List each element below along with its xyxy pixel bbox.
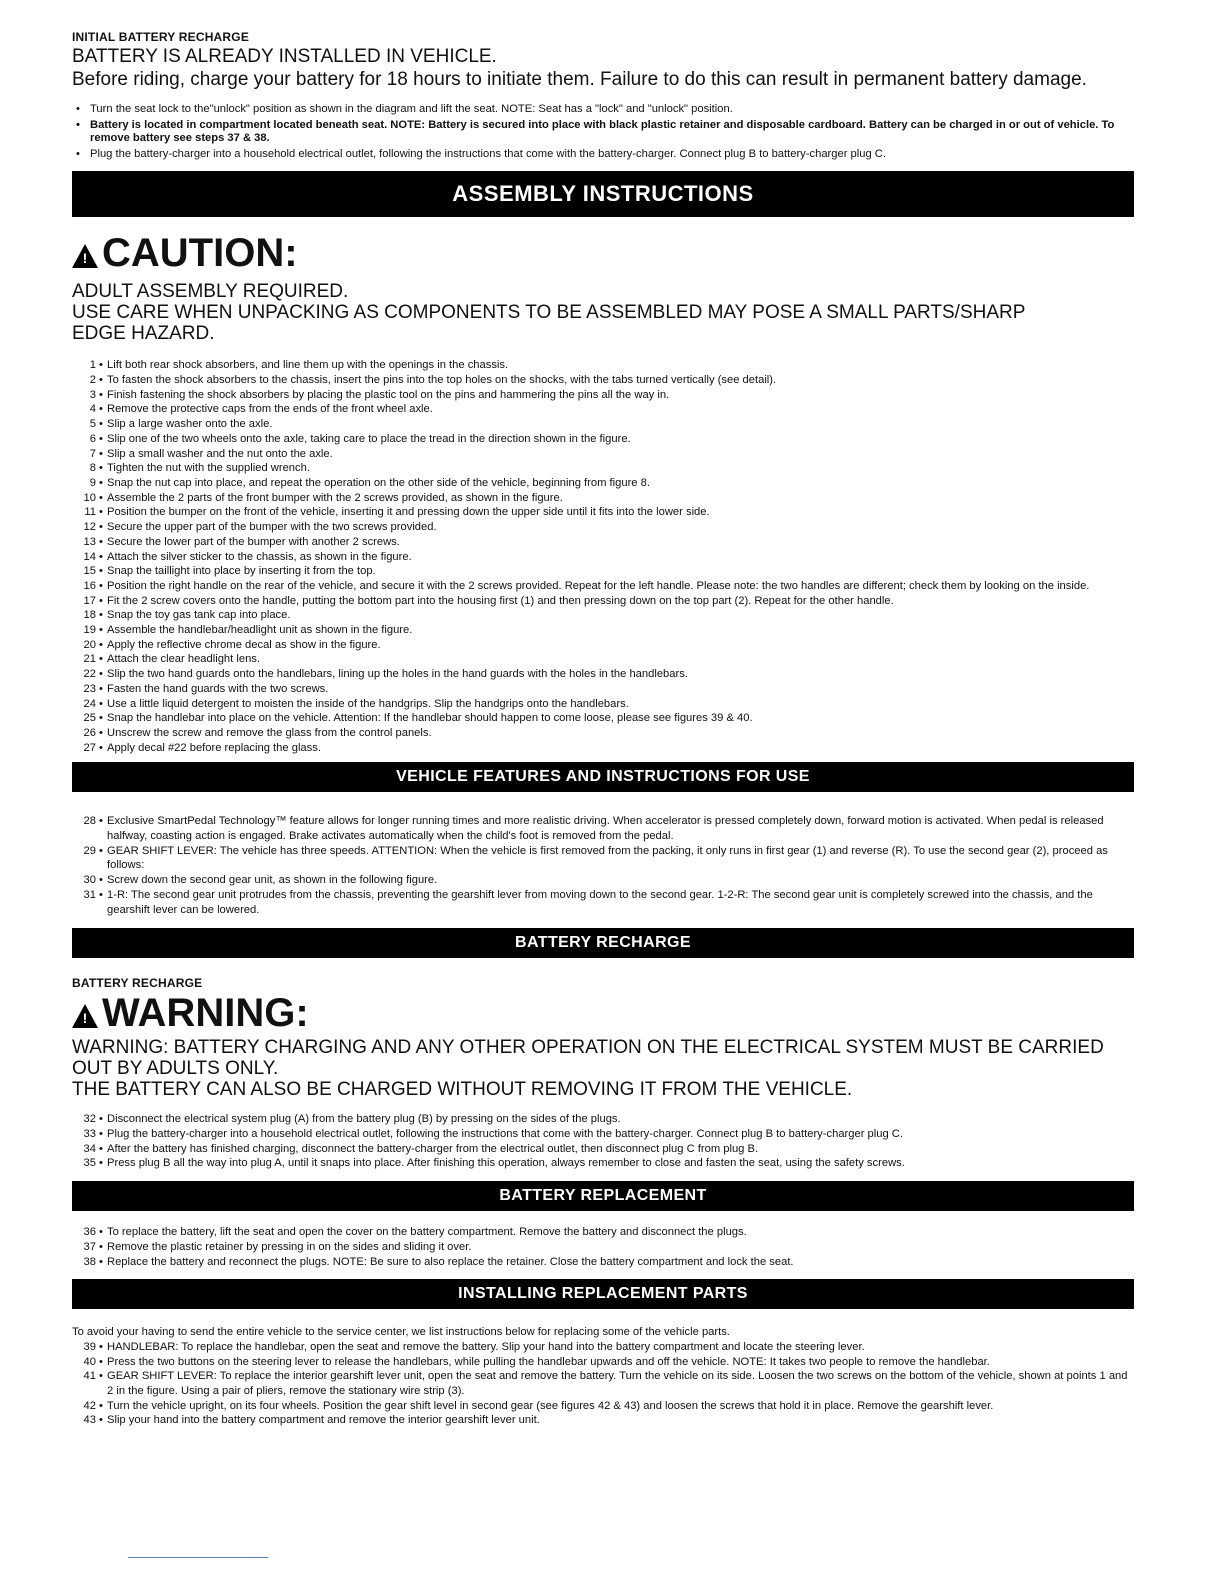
step-item [72,579,1134,594]
caution-title-text: CAUTION: [102,231,298,276]
warning-triangle-icon: ! [72,244,98,268]
step-item [72,491,1134,506]
step-item [72,697,1134,712]
step-text: 1-R: The second gear unit protrudes from the chassis, preventing the gearshift lever from moving down to the second gear. 1-2-R: The second gear unit is completely screwed into the chassis, and the gearshift lever can be lowered. [107,888,1093,916]
bullet-dot: • [99,565,103,578]
bullet-dot: • [99,815,103,828]
recharge-heading: BATTERY RECHARGE [72,976,203,991]
step-item [72,814,1134,843]
step-number: 6 [89,432,96,445]
warning-line-1: WARNING: BATTERY CHARGING AND ANY OTHER OPERATION ON THE ELECTRICAL SYSTEM MUST BE CARRIED OUT BY ADULTS ONLY. [72,1037,1104,1080]
step-number: 5 [89,418,96,431]
bullet-dot: • [99,1113,103,1126]
step-text: Use a little liquid detergent to moisten the inside of the handgrips. Slip the handgrips onto the handlebars. [107,697,629,710]
step-text: Assemble the 2 parts of the front bumper with the 2 screws provided, as shown in the figure. [107,491,563,504]
features-bar: VEHICLE FEATURES AND INSTRUCTIONS FOR USE [72,762,1134,792]
step-text: Slip one of the two wheels onto the axle, taking care to place the tread in the direction shown in the figure. [107,432,631,445]
step-number: 34 [83,1142,96,1155]
bullet-dot: • [99,668,103,681]
step-text: To fasten the shock absorbers to the chassis, insert the pins into the top holes on the shocks, with the tabs turned vertically (see detail). [107,374,777,387]
step-item [72,741,1134,756]
step-number: 36 [83,1226,96,1239]
step-number: 31 [83,888,96,901]
bullet-dot: • [99,741,103,754]
step-number: 14 [83,550,96,563]
step-item [72,844,1134,873]
bullet-dot: • [99,1127,103,1140]
step-text: Secure the upper part of the bumper with the two screws provided. [107,521,437,534]
step-text: GEAR SHIFT LEVER: The vehicle has three speeds. ATTENTION: When the vehicle is first removed from the packing, it only runs in first gear (1) and reverse (R). To use the second gear (2), proceed as follows: [107,844,1108,872]
step-item [72,608,1134,623]
step-item [72,358,1134,373]
initial-line-1: BATTERY IS ALREADY INSTALLED IN VEHICLE. [72,46,497,67]
bullet-dot: • [99,594,103,607]
step-item [72,1340,1134,1355]
step-number: 32 [83,1113,96,1126]
step-number: 9 [89,477,96,489]
step-number: 37 [83,1240,96,1253]
bullet-dot: • [99,874,103,887]
step-text: GEAR SHIFT LEVER: To replace the interior gearshift lever unit, open the seat and remove the battery. Turn the vehicle on its side. Loosen the two screws on the bottom of the vehicle, shown at points 1 and 2 in the figure. Using a pair of pliers, remove the stationary wire strip (3). [107,1370,1128,1398]
step-number: 15 [83,565,96,578]
step-item [72,638,1134,653]
step-item [72,432,1134,447]
step-number: 38 [83,1255,96,1268]
bullet-dot: • [99,712,103,725]
step-item [72,520,1134,535]
bullet-dot: • [99,535,103,548]
bullet-item: • Plug the battery-charger into a household electrical outlet, following the instructions that come with the battery-charger. Connect plug B to battery-charger plug C. [72,148,1134,162]
bullet-dot: • [99,682,103,695]
bullet-dot: • [99,609,103,622]
step-text: Screw down the second gear unit, as shown in the following figure. [107,874,438,887]
step-number: 24 [83,697,96,710]
step-text: Slip a large washer onto the axle. [107,418,273,431]
step-item [72,1225,1134,1240]
parts-steps [72,1340,1134,1428]
step-text: Turn the vehicle upright, on its four wheels. Position the gear shift level in second gear (see figures 42 & 43) and loosen the screws that hold it in place. Remove the gearshift lever. [107,1399,994,1412]
step-item [72,1156,1134,1171]
step-text: Position the bumper on the front of the vehicle, inserting it and pressing down the upper side until it fits into the lower side. [107,506,710,519]
replacement-steps [72,1225,1134,1269]
step-item [72,564,1134,579]
step-text: To replace the battery, lift the seat and open the cover on the battery compartment. Remove the battery and disconnect the plugs. [107,1226,747,1239]
bullet-dot: • [99,638,103,651]
initial-bullets [72,103,1134,161]
step-item [72,711,1134,726]
step-text: Tighten the nut with the supplied wrench. [107,462,310,475]
caution-line-2: USE CARE WHEN UNPACKING AS COMPONENTS TO BE ASSEMBLED MAY POSE A SMALL PARTS/SHARP EDGE HAZARD. [72,302,1026,345]
step-number: 17 [83,594,96,607]
bullet-dot: • [99,1370,103,1383]
bullet-dot: • [99,506,103,519]
step-item [72,873,1134,888]
step-text: Secure the lower part of the bumper with another 2 screws. [107,535,400,548]
step-number: 10 [83,491,96,504]
bullet-dot: • [99,418,103,431]
bullet-dot: • [99,462,103,475]
step-text: Slip your hand into the battery compartment and remove the interior gearshift lever unit. [107,1414,540,1427]
step-item [72,461,1134,476]
bullet-dot: • [99,624,103,637]
step-item [72,1127,1134,1142]
bullet-dot: • [99,1157,103,1170]
step-number: 20 [83,638,96,651]
bullet-dot: • [99,1226,103,1239]
step-number: 43 [83,1414,96,1427]
step-number: 33 [83,1127,96,1140]
step-number: 41 [83,1370,96,1383]
step-item [72,535,1134,550]
bullet-dot: • [99,579,103,592]
step-number: 3 [89,388,96,401]
step-number: 18 [83,609,96,622]
step-text: Press the two buttons on the steering lever to release the handlebars, while pulling the handlebar upwards and off the vehicle. NOTE: It takes two people to remove the handlebar. [107,1355,990,1368]
step-item [72,1240,1134,1255]
step-text: After the battery has finished charging, disconnect the battery-charger from the electrical outlet, then disconnect plug C from plug B. [107,1142,759,1155]
bullet-dot: • [99,359,103,372]
bullet-dot: • [99,1142,103,1155]
step-number: 7 [89,447,96,460]
step-item [72,1399,1134,1414]
bullet-dot: • [99,447,103,460]
warning-triangle-icon: ! [72,1004,98,1028]
bullet-dot: • [99,491,103,504]
bullet-dot: • [99,1355,103,1368]
step-text: Remove the plastic retainer by pressing in on the sides and sliding it over. [107,1240,472,1253]
step-item [72,667,1134,682]
recharge-bar: BATTERY RECHARGE [72,928,1134,958]
step-text: Press plug B all the way into plug A, until it snaps into place. After finishing this operation, always remember to close and fasten the seat, using the safety screws. [107,1157,905,1170]
step-number: 26 [83,726,96,739]
step-item [72,505,1134,520]
step-text: Fasten the hand guards with the two screws. [107,682,329,695]
bullet-dot: • [99,653,103,666]
bullet-dot: • [99,521,103,534]
step-text: Slip a small washer and the nut onto the axle. [107,447,333,460]
bullet-dot: • [99,888,103,901]
step-item [72,652,1134,667]
bullet-item: • Battery is located in compartment located beneath seat. NOTE: Battery is secured into place with black plastic retainer and disposable cardboard. Battery can be charged in or out of vehicle. To remove battery see steps 37 & 38. [72,119,1134,146]
step-text: Snap the taillight into place by inserting it from the top. [107,565,376,578]
initial-line-2: Before riding, charge your battery for 18 hours to initiate them. Failure to do this can result in permanent battery damage. [72,69,1087,90]
step-item [72,888,1134,917]
step-number: 22 [83,668,96,681]
warning-title-text: WARNING: [102,991,309,1036]
bullet-dot: • [99,374,103,387]
step-item [72,447,1134,462]
step-text: Attach the silver sticker to the chassis, as shown in the figure. [107,550,412,563]
bullet-item: • Turn the seat lock to the"unlock" position as shown in the diagram and lift the seat. NOTE: Seat has a "lock" and "unlock" position. [72,103,1134,117]
bullet-dot: • [99,477,103,489]
step-text: Apply the reflective chrome decal as show in the figure. [107,638,381,651]
assembly-steps [72,358,1134,755]
bullet-dot: • [99,844,103,857]
step-item [72,726,1134,741]
step-item [72,476,1134,491]
step-item [72,1142,1134,1157]
step-number: 2 [89,374,96,387]
bullet-dot: • [99,403,103,416]
step-number: 42 [83,1399,96,1412]
step-item [72,388,1134,403]
bullet-dot: • [99,1255,103,1268]
step-number: 27 [83,741,96,754]
step-text: HANDLEBAR: To replace the handlebar, open the seat and remove the battery. Slip your hand into the battery compartment and locate the steering lever. [107,1340,865,1353]
step-text: Exclusive SmartPedal Technology™ feature allows for longer running times and more realistic driving. When accelerator is pressed completely down, forward motion is activated. When pedal is released halfway, coasting action is engaged. Brake activates automatically when the child's foot is removed from the pedal. [107,815,1104,843]
step-item [72,1112,1134,1127]
step-text: Remove the protective caps from the ends of the front wheel axle. [107,403,433,416]
step-number: 16 [83,579,96,592]
step-item [72,417,1134,432]
assembly-bar: ASSEMBLY INSTRUCTIONS [72,171,1134,217]
step-item [72,623,1134,638]
replacement-bar: BATTERY REPLACEMENT [72,1181,1134,1211]
step-item [72,1369,1134,1398]
step-text: Apply decal #22 before replacing the glass. [107,741,321,754]
caution-title [72,231,1134,275]
step-text: Snap the nut cap into place, and repeat the operation on the other side of the vehicle, beginning from figure 8. [107,477,650,489]
step-number: 39 [83,1340,96,1353]
bullet-dot: • [99,432,103,445]
step-text: Unscrew the screw and remove the glass from the control panels. [107,726,432,739]
step-text: Replace the battery and reconnect the plugs. NOTE: Be sure to also replace the retainer. Close the battery compartment and lock the seat. [107,1255,794,1268]
step-number: 11 [84,506,96,519]
step-number: 21 [83,653,96,666]
warning-line-2: THE BATTERY CAN ALSO BE CHARGED WITHOUT REMOVING IT FROM THE VEHICLE. [72,1079,853,1101]
step-number: 35 [83,1157,96,1170]
step-number: 19 [83,624,96,637]
step-number: 1 [89,359,96,372]
bullet-dot: • [99,388,103,401]
step-number: 8 [89,462,96,475]
step-text: Snap the toy gas tank cap into place. [107,609,291,622]
step-item [72,594,1134,609]
step-item [72,1355,1134,1370]
step-number: 30 [83,874,96,887]
bullet-dot: • [99,1414,103,1427]
step-text: Assemble the handlebar/headlight unit as shown in the figure. [107,624,413,637]
bullet-dot: • [99,1340,103,1353]
step-text: Disconnect the electrical system plug (A) from the battery plug (B) by pressing on the sides of the plugs. [107,1113,621,1126]
recharge-steps [72,1112,1134,1171]
features-steps [72,814,1134,917]
bullet-dot: • [99,1240,103,1253]
step-number: 28 [83,815,96,828]
step-number: 25 [83,712,96,725]
parts-intro: To avoid your having to send the entire vehicle to the service center, we list instructions below for replacing some of the vehicle parts. [72,1326,730,1339]
step-item [72,373,1134,388]
step-text: Snap the handlebar into place on the vehicle. Attention: If the handlebar should happen to come loose, please see figures 39 & 40. [107,712,753,725]
step-item [72,402,1134,417]
step-number: 12 [83,521,96,534]
step-text: Lift both rear shock absorbers, and line them up with the openings in the chassis. [107,359,509,372]
step-text: Fit the 2 screw covers onto the handle, putting the bottom part into the housing first (1) and then pressing down on the top part (2). Repeat for the other handle. [107,594,894,607]
step-number: 4 [89,403,96,416]
step-number: 29 [83,844,96,857]
bullet-dot: • [99,550,103,563]
step-text: Finish fastening the shock absorbers by placing the plastic tool on the pins and hammering the pins all the way in. [107,388,670,401]
step-text: Plug the battery-charger into a household electrical outlet, following the instructions that come with the battery-charger. Connect plug B to battery-charger plug C. [107,1127,903,1140]
step-number: 40 [83,1355,96,1368]
step-item [72,550,1134,565]
step-item [72,682,1134,697]
step-text: Attach the clear headlight lens. [107,653,260,666]
initial-heading: INITIAL BATTERY RECHARGE [72,30,250,44]
step-text: Slip the two hand guards onto the handlebars, lining up the holes in the hand guards with the holes in the handlebars. [107,668,688,681]
step-number: 13 [83,535,96,548]
step-number: 23 [83,682,96,695]
parts-bar: INSTALLING REPLACEMENT PARTS [72,1279,1134,1309]
step-item [72,1255,1134,1270]
step-text: Position the right handle on the rear of the vehicle, and secure it with the 2 screws provided. Repeat for the left handle. Please note: the two handles are different; check them by looking on the inside. [107,579,1090,592]
manual-page [72,30,1134,1428]
bullet-dot: • [99,1399,103,1412]
bullet-dot: • [99,697,103,710]
caution-line-1: ADULT ASSEMBLY REQUIRED. [72,281,349,303]
warning-title [72,991,1134,1035]
step-item [72,1413,1134,1428]
footer-rule [128,1557,268,1558]
bullet-dot: • [99,726,103,739]
